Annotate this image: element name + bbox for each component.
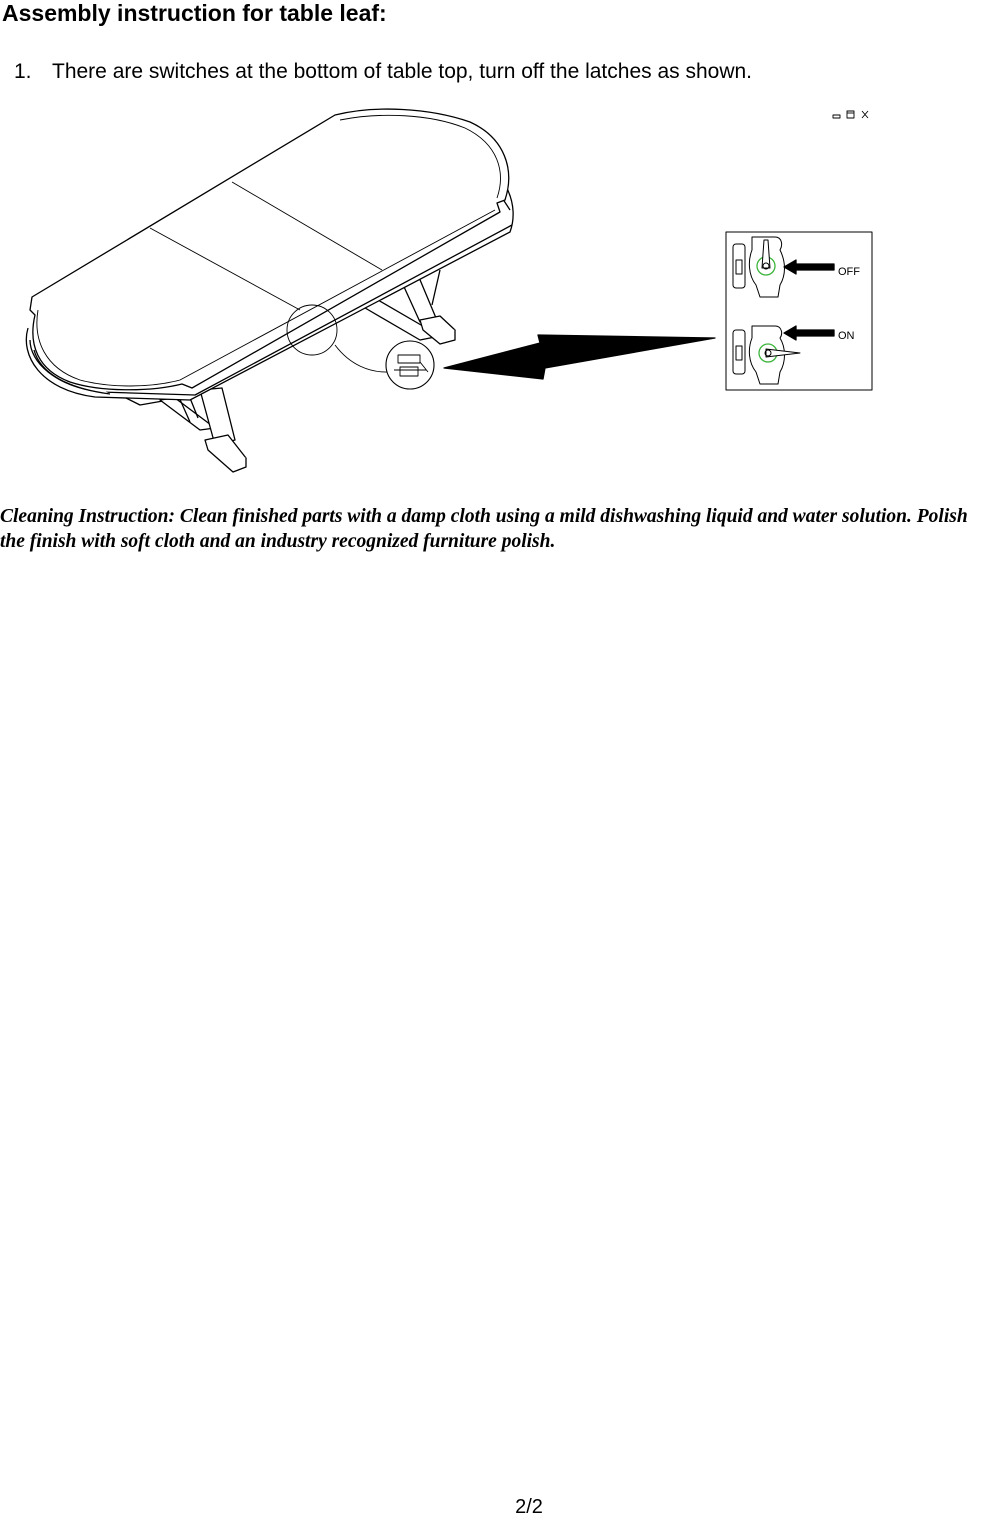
step-text: There are switches at the bottom of table top, turn off the latches as shown.	[52, 60, 753, 83]
latch-inset-box	[726, 232, 872, 390]
pointing-arrow-icon	[444, 335, 715, 379]
latch-on-label: ON	[838, 330, 855, 342]
window-controls-icon	[833, 111, 868, 118]
page-title: Assembly instruction for table leaf:	[2, 0, 387, 26]
table-leaf-diagram	[0, 100, 984, 480]
page-number: 2/2	[515, 1496, 543, 1518]
step-number: 1.	[14, 60, 32, 83]
instruction-step	[14, 60, 752, 84]
latch-off-label: OFF	[838, 266, 860, 278]
latch-detail-circle	[386, 341, 434, 389]
cleaning-instruction: Cleaning Instruction: Clean finished parts with a damp cloth using a mild dishwashing liquid and water solution. Polish the finish with soft cloth and an industry recognized furniture polish.	[0, 506, 968, 552]
table-top	[26, 109, 513, 400]
